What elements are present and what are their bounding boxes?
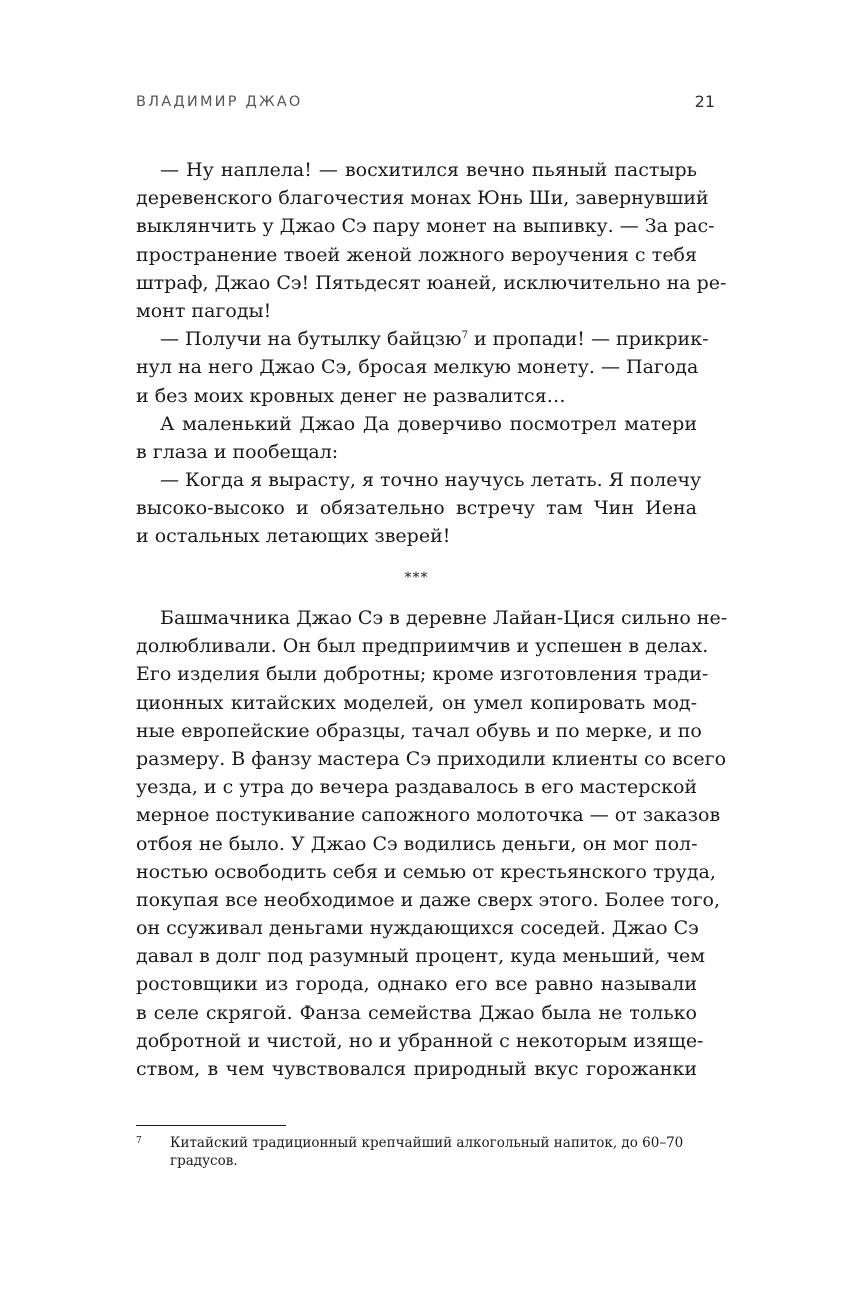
text-fragment: — Получи на бутылку байцзю	[160, 328, 462, 351]
text-line: в селе скрягой. Фанза семейства Джао была не только	[136, 1001, 697, 1024]
text-line: штраф, Джао Сэ! Пятьдесят юаней, исключительно на ре-	[136, 271, 727, 294]
footnote	[136, 1131, 697, 1171]
text-line: и без моих кровных денег не развалится…	[136, 384, 566, 407]
text-line: отбоя не было. У Джао Сэ водились деньги, он мог пол-	[136, 832, 698, 855]
text-line: он ссуживал деньгами нуждающихся соседей. Джао Сэ	[136, 917, 699, 940]
dialogue-block	[136, 156, 727, 551]
text-line: и остальных летающих зверей!	[136, 525, 451, 548]
text-line: — Когда я вырасту, я точно научусь летать. Я полечу	[160, 469, 702, 492]
text-line: монт пагоды!	[136, 299, 272, 322]
footnote-text: Китайский традиционный крепчайший алкогольный напиток, до 60–70	[170, 1135, 684, 1151]
text-line: покупая все необходимое и даже сверх этого. Более того,	[136, 888, 721, 911]
text-line: — Ну наплела! — восхитился вечно пьяный пастырь	[160, 159, 697, 181]
footnote-reference: 7	[461, 330, 468, 342]
text-line: выклянчить у Джао Сэ пару монет на выпивку. — За рас-	[136, 215, 715, 238]
text-line: Его изделия были добротны; кроме изготовления тради-	[136, 663, 709, 686]
text-line: давал в долг под разумный процент, куда меньший, чем	[136, 945, 706, 968]
footnote-line	[136, 1131, 697, 1151]
text-line: ные европейские образцы, тачал обувь и по мерке, и по	[136, 719, 702, 742]
section-separator: ***	[404, 570, 429, 586]
text-line: нул на него Джао Сэ, бросая мелкую монету. — Пагода	[136, 356, 699, 379]
text-line: А маленький Джао Да доверчиво посмотрел матери	[160, 412, 697, 435]
text-fragment: и пропади! — прикрик-	[467, 328, 709, 351]
text-line: высоко-высоко и обязательно встречу там Чин Иена	[136, 497, 697, 520]
text-line: в глаза и пообещал:	[136, 440, 339, 463]
footnote-line: градусов.	[170, 1153, 238, 1169]
text-line: ностью освободить себя и семью от крестьянского труда,	[136, 860, 716, 883]
text-line: ростовщики из города, однако его все равно называли	[136, 973, 697, 996]
narrative-block	[136, 604, 728, 1083]
text-line: мерное постукивание сапожного молоточка — от заказов	[136, 804, 721, 827]
text-line: долюбливали. Он был предприимчив и успешен в делах.	[136, 635, 709, 658]
text-line: Башмачника Джао Сэ в деревне Лайан-Цися сильно не-	[160, 607, 728, 629]
footnote-marker: 7	[136, 1136, 142, 1146]
text-line: добротной и чистой, но и убранной с некоторым изяще-	[136, 1029, 704, 1052]
footnote-rule	[136, 1125, 286, 1126]
text-line: деревенского благочестия монах Юнь Ши, завернувший	[136, 187, 709, 210]
text-line: уезда, и с утра до вечера раздавалось в его мастерской	[136, 776, 698, 799]
text-line: ством, в чем чувствовался природный вкус горожанки	[136, 1058, 697, 1080]
text-line: ционных китайских моделей, он умел копировать мод-	[136, 691, 697, 714]
text-line: размеру. В фанзу мастера Сэ приходили клиенты со всего	[136, 747, 727, 770]
running-head: ВЛАДИМИР ДЖАО	[136, 94, 303, 110]
page-number: 21	[694, 92, 715, 111]
text-line: пространение твоей женой ложного вероучения с тебя	[136, 243, 697, 266]
text-line	[136, 325, 709, 353]
